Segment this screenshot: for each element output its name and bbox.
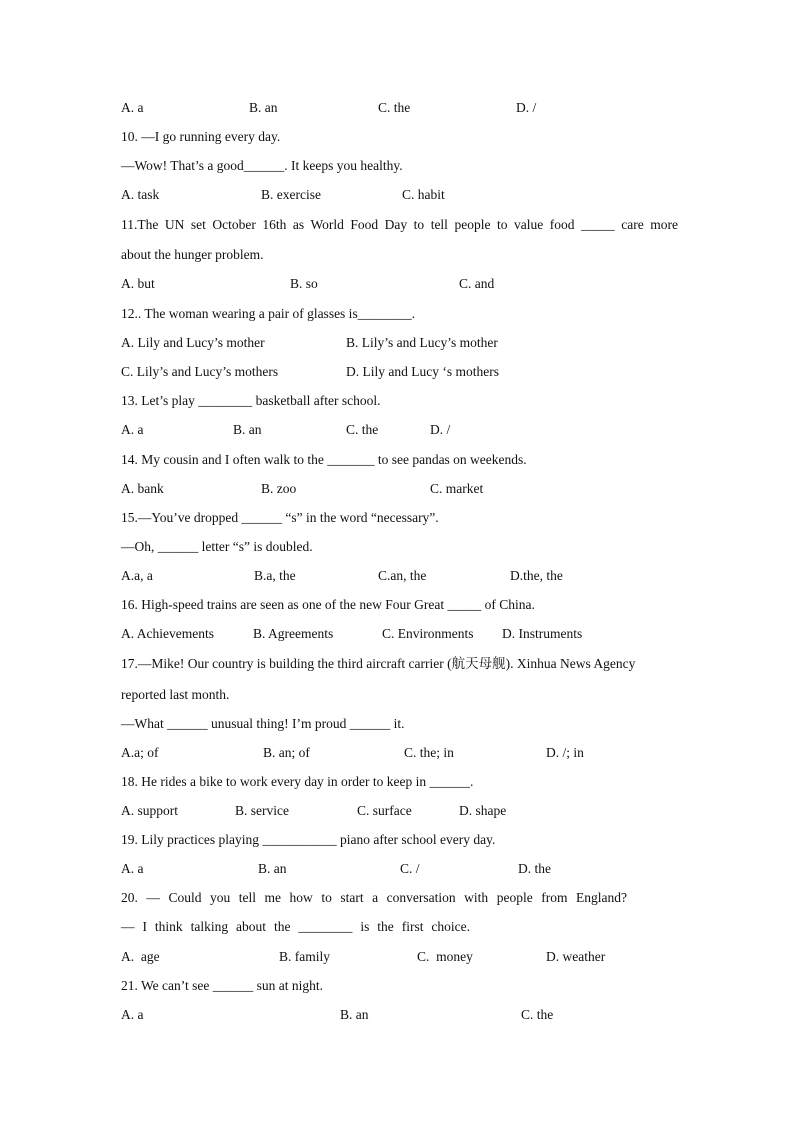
question-stem: 16. High-speed trains are seen as one of the new Four Great _____ of China. [121, 597, 535, 612]
option-text: A. Achievements [121, 626, 214, 641]
question-line: reported last month. [121, 687, 230, 702]
question-line: about the hunger problem. [121, 247, 264, 262]
option-text: A. task [121, 187, 160, 202]
question-stem: 21. We can’t see ______ sun at night. [121, 978, 324, 993]
question-stem: 15.—You’ve dropped ______ “s” in the word “necessary”. [121, 510, 439, 525]
option-text: B. Lily’s and Lucy’s mother [346, 335, 498, 350]
option-text: A.a; of [121, 745, 159, 760]
option-text: C. money [417, 949, 473, 964]
question-stem: 17.—Mike! Our country is building the third aircraft carrier (航天母舰). Xinhua News Agency [121, 656, 636, 671]
question-stem: 20. — Could you tell me how to start a conversation with people from England? [121, 890, 627, 905]
option-text: A. a [121, 100, 144, 115]
question-stem: 13. Let’s play ________ basketball after school. [121, 393, 381, 408]
option-text: B. an [340, 1007, 369, 1022]
question-line: —What ______ unusual thing! I’m proud ______ it. [121, 716, 405, 731]
question-stem: 11.The UN set October 16th as World Food Day to tell people to value food _____ care more [121, 217, 678, 232]
option-text: D. Instruments [502, 626, 583, 641]
option-text: A. Lily and Lucy’s mother [121, 335, 265, 350]
option-text: D. weather [546, 949, 606, 964]
option-text: C. the [346, 422, 379, 437]
question-stem: 12.. The woman wearing a pair of glasses is________. [121, 306, 416, 321]
option-text: A. support [121, 803, 178, 818]
option-text: A. a [121, 422, 144, 437]
option-text: A. bank [121, 481, 164, 496]
question-stem: 14. My cousin and I often walk to the _______ to see pandas on weekends. [121, 452, 527, 467]
option-text: A. a [121, 1007, 144, 1022]
option-text: C. / [400, 861, 420, 876]
option-text: B. an; of [263, 745, 310, 760]
option-text: C. Environments [382, 626, 474, 641]
question-stem: 18. He rides a bike to work every day in order to keep in ______. [121, 774, 474, 789]
option-text: C. market [430, 481, 484, 496]
option-text: B. an [233, 422, 262, 437]
option-text: B. an [258, 861, 287, 876]
option-text: C. surface [357, 803, 412, 818]
option-text: D. / [516, 100, 537, 115]
option-text: A. age [121, 949, 160, 964]
option-text: C. the [521, 1007, 554, 1022]
option-text: A. but [121, 276, 155, 291]
option-text: B. family [279, 949, 330, 964]
option-text: C. the [378, 100, 411, 115]
option-text: C. Lily’s and Lucy’s mothers [121, 364, 279, 379]
option-text: C. the; in [404, 745, 454, 760]
option-text: D. Lily and Lucy ‘s mothers [346, 364, 499, 379]
option-text: B. Agreements [253, 626, 334, 641]
option-text: B. zoo [261, 481, 297, 496]
option-text: B. exercise [261, 187, 321, 202]
question-line: —Wow! That’s a good______. It keeps you healthy. [121, 158, 403, 173]
question-line: —Oh, ______ letter “s” is doubled. [121, 539, 313, 554]
option-text: D. shape [459, 803, 507, 818]
option-text: B. an [249, 100, 278, 115]
option-text: C. habit [402, 187, 445, 202]
option-text: D.the, the [510, 568, 563, 583]
option-text: B. so [290, 276, 318, 291]
option-text: D. / [430, 422, 451, 437]
option-text: A.a, a [121, 568, 153, 583]
option-text: C.an, the [378, 568, 427, 583]
option-text: B.a, the [254, 568, 296, 583]
question-line: — I think talking about the ________ is the first choice. [121, 919, 470, 934]
question-stem: 19. Lily practices playing ___________ piano after school every day. [121, 832, 496, 847]
question-stem: 10. —I go running every day. [121, 129, 281, 144]
option-text: D. the [518, 861, 551, 876]
option-text: A. a [121, 861, 144, 876]
option-text: D. /; in [546, 745, 584, 760]
option-text: B. service [235, 803, 289, 818]
option-text: C. and [459, 276, 495, 291]
